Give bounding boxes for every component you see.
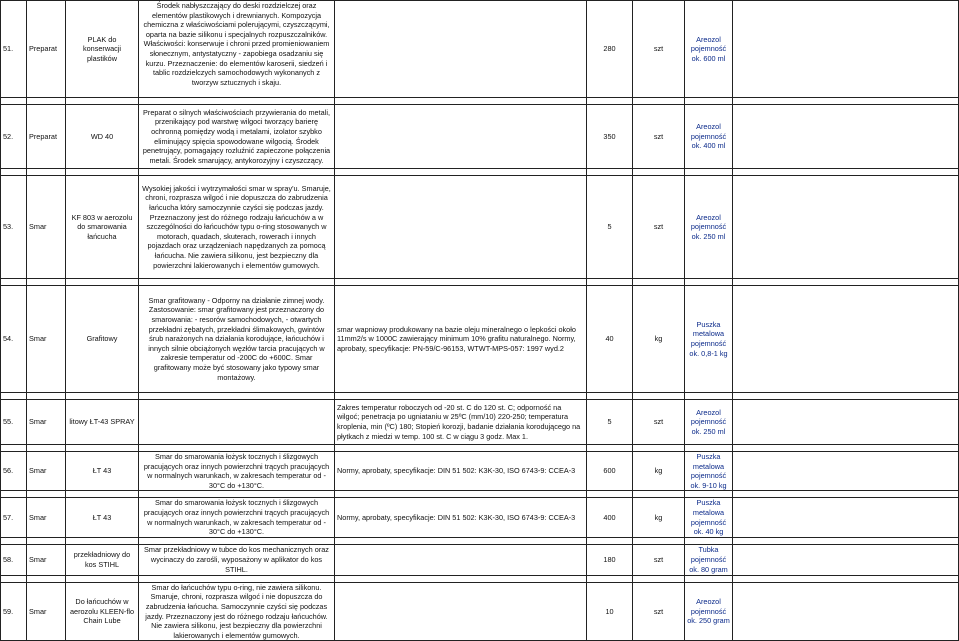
row-number: 54. xyxy=(1,286,27,393)
table-row xyxy=(1,286,959,393)
row-number: 57. xyxy=(1,498,27,537)
row-packaging: Tubka pojemność ok. 80 gram xyxy=(685,544,733,575)
row-category: Smar xyxy=(27,544,66,575)
row-number: 58. xyxy=(1,544,27,575)
row-standard: Zakres temperatur roboczych od -20 st. C do 120 st. C; odporność na wilgoć; penetracja po ugniataniu w 25ºC (mm/10) 220-250; temperatura kroplenia, min (ºC) 180; Stopień korozji, badanie działania korodującego na płytkach z miedzi w temp. 100 st. C w ciągu 3 godz. Max 1. xyxy=(335,400,587,445)
row-extra xyxy=(733,176,959,279)
row-description: Smar do łańcuchów typu o-ring, nie zawiera silikonu. Smaruje, chroni, rozprasza wilgoć i nie dopuszcza do zabrudzenia łańcucha. Samoczynnie czyści się podczas jazdy. Przeznaczony jest do różnego rodzaju łańcuchów. Nie zawiera silikonu, jest bezpieczny dla powierzchni lakierowanych i elementów gumowych. xyxy=(139,582,335,641)
row-number: 55. xyxy=(1,400,27,445)
row-number: 52. xyxy=(1,105,27,169)
table-row xyxy=(1,400,959,445)
row-description: Smar przekładniowy w tubce do kos mechanicznych oraz wycinaczy do zarośli, wyposażony w aplikator do kos STIHL. xyxy=(139,544,335,575)
table-row xyxy=(1,1,959,98)
table-row xyxy=(1,498,959,537)
row-packaging: Areozol pojemność ok. 250 gram xyxy=(685,582,733,641)
row-unit: kg xyxy=(633,452,685,491)
table-row xyxy=(1,452,959,491)
row-name: ŁT 43 xyxy=(66,452,139,491)
row-name: przekładniowy do kos STIHL xyxy=(66,544,139,575)
table-row xyxy=(1,176,959,279)
row-category: Smar xyxy=(27,400,66,445)
row-number: 59. xyxy=(1,582,27,641)
row-standard xyxy=(335,1,587,98)
row-unit: szt xyxy=(633,1,685,98)
row-description: Preparat o silnych właściwościach przywierania do metali, przenikający pod warstwę wilgoci tworzący barierę ochronną pomiędzy wodą i metalami, izolator szybko eliminujący spięcia spowodowane wilgocią. Środek penetrujący, pomagający rozluźnić zapieczone połączenia metali. Środek smarujący, antykorozyjny i czyszczący. xyxy=(139,105,335,169)
row-packaging: Puszka metalowa pojemność ok. 40 kg xyxy=(685,498,733,537)
row-description: Środek nabłyszczający do deski rozdzielczej oraz elementów plastikowych i drewnianych. Kompozycja chemiczna z właściwościami polerującymi, czyszczącymi, oparta na bazie silikonu i specjalnych rozpuszczalników. Właściwości: konserwuje i chroni przed promieniowaniem słonecznym, antystatyczny - zapobiega osadzaniu się kurzu. Przeznaczenie: do elementów karoserii, siedzeń i tablic rozdzielczych samochodowych wykonanych z tworzyw sztucznych i skaju. xyxy=(139,1,335,98)
row-quantity: 5 xyxy=(587,176,633,279)
row-description: Smar grafitowany - Odporny na działanie zimnej wody. Zastosowanie: smar grafitowany jest przeznaczony do smarowania: - resorów samochodowych, - otwartych przekładni zębatych, przekładni ślimakowych, gwintów śrub narażonych na działania korodujące, łańcuchów i innych silnie obciążonych węzłów tarcia pracujących w zakresie temperatur od -200C do +600C. Smar grafitowany może być stosowany jako typowy smar montażowy. xyxy=(139,286,335,393)
row-unit: kg xyxy=(633,498,685,537)
row-extra xyxy=(733,400,959,445)
row-packaging: Puszka metalowa pojemność ok. 9-10 kg xyxy=(685,452,733,491)
row-extra xyxy=(733,105,959,169)
row-extra xyxy=(733,286,959,393)
row-description: Wysokiej jakości i wytrzymałości smar w spray'u. Smaruje, chroni, rozprasza wilgoć i nie dopuszcza do zabrudzenia łańcucha który samoczynnie czyści się podczas jazdy. Przeznaczony jest do różnego rodzaju łańcuchów a w szczególności do łańcuchów typu o-ring stosowanych w motorach, quadach, skuterach, rowerach i innych pojazdach oraz urządzeniach napędzanych za pomocą łańcucha. Nie zawiera silikonu, jest bezpieczny dla powierzchni lakierowanych i elementów gumowych. xyxy=(139,176,335,279)
row-quantity: 600 xyxy=(587,452,633,491)
row-name: Grafitowy xyxy=(66,286,139,393)
row-packaging: Areozol pojemność ok. 250 ml xyxy=(685,400,733,445)
row-extra xyxy=(733,582,959,641)
row-standard xyxy=(335,105,587,169)
row-name: WD 40 xyxy=(66,105,139,169)
table-body xyxy=(1,1,959,641)
row-category: Preparat xyxy=(27,1,66,98)
row-number: 51. xyxy=(1,1,27,98)
row-quantity: 5 xyxy=(587,400,633,445)
row-quantity: 40 xyxy=(587,286,633,393)
row-name: KF 803 w aerozolu do smarowania łańcucha xyxy=(66,176,139,279)
row-name: PLAK do konserwacji plastików xyxy=(66,1,139,98)
row-standard xyxy=(335,176,587,279)
row-category: Preparat xyxy=(27,105,66,169)
table-row xyxy=(1,582,959,641)
row-quantity: 400 xyxy=(587,498,633,537)
row-packaging: Areozol pojemność ok. 250 ml xyxy=(685,176,733,279)
row-name: ŁT 43 xyxy=(66,498,139,537)
row-quantity: 180 xyxy=(587,544,633,575)
row-category: Smar xyxy=(27,286,66,393)
row-standard: smar wapniowy produkowany na bazie oleju mineralnego o lepkości około 11mm2/s w 1000C zawierający minimum 10% grafitu naturalnego. Normy, aprobaty, specyfikacje: PN-59/C-96153, WTWT-MPS-057: 1997 wyd.2 xyxy=(335,286,587,393)
row-description xyxy=(139,400,335,445)
row-category: Smar xyxy=(27,452,66,491)
row-quantity: 10 xyxy=(587,582,633,641)
row-quantity: 280 xyxy=(587,1,633,98)
row-extra xyxy=(733,544,959,575)
row-packaging: Areozol pojemność ok. 600 ml xyxy=(685,1,733,98)
row-extra xyxy=(733,452,959,491)
row-unit: szt xyxy=(633,400,685,445)
row-unit: szt xyxy=(633,544,685,575)
row-quantity: 350 xyxy=(587,105,633,169)
row-number: 56. xyxy=(1,452,27,491)
row-packaging: Puszka metalowa pojemność ok. 0,8-1 kg xyxy=(685,286,733,393)
row-description: Smar do smarowania łożysk tocznych i ślizgowych pracujących oraz innych powierzchni trących pracujących w normalnych warunkach, w zakresach temperatur od - 30°C do +130°C. xyxy=(139,498,335,537)
row-standard: Normy, aprobaty, specyfikacje: DIN 51 502: K3K-30, ISO 6743-9: CCEA-3 xyxy=(335,452,587,491)
row-packaging: Areozol pojemność ok. 400 ml xyxy=(685,105,733,169)
row-unit: szt xyxy=(633,105,685,169)
row-name: Do łańcuchów w aerozolu KLEEN-flo Chain Lube xyxy=(66,582,139,641)
row-unit: kg xyxy=(633,286,685,393)
row-extra xyxy=(733,1,959,98)
row-standard: Normy, aprobaty, specyfikacje: DIN 51 502: K3K-30, ISO 6743-9: CCEA-3 xyxy=(335,498,587,537)
row-extra xyxy=(733,498,959,537)
row-unit: szt xyxy=(633,176,685,279)
table-row xyxy=(1,544,959,575)
row-number: 53. xyxy=(1,176,27,279)
row-category: Smar xyxy=(27,498,66,537)
row-category: Smar xyxy=(27,176,66,279)
row-description: Smar do smarowania łożysk tocznych i ślizgowych pracujących oraz innych powierzchni trących pracujących w normalnych warunkach, w zakresach temperatur od - 30°C do +130°C. xyxy=(139,452,335,491)
row-category: Smar xyxy=(27,582,66,641)
row-standard xyxy=(335,544,587,575)
row-unit: szt xyxy=(633,582,685,641)
row-name: litowy ŁT-43 SPRAY xyxy=(66,400,139,445)
table-row xyxy=(1,105,959,169)
row-standard xyxy=(335,582,587,641)
